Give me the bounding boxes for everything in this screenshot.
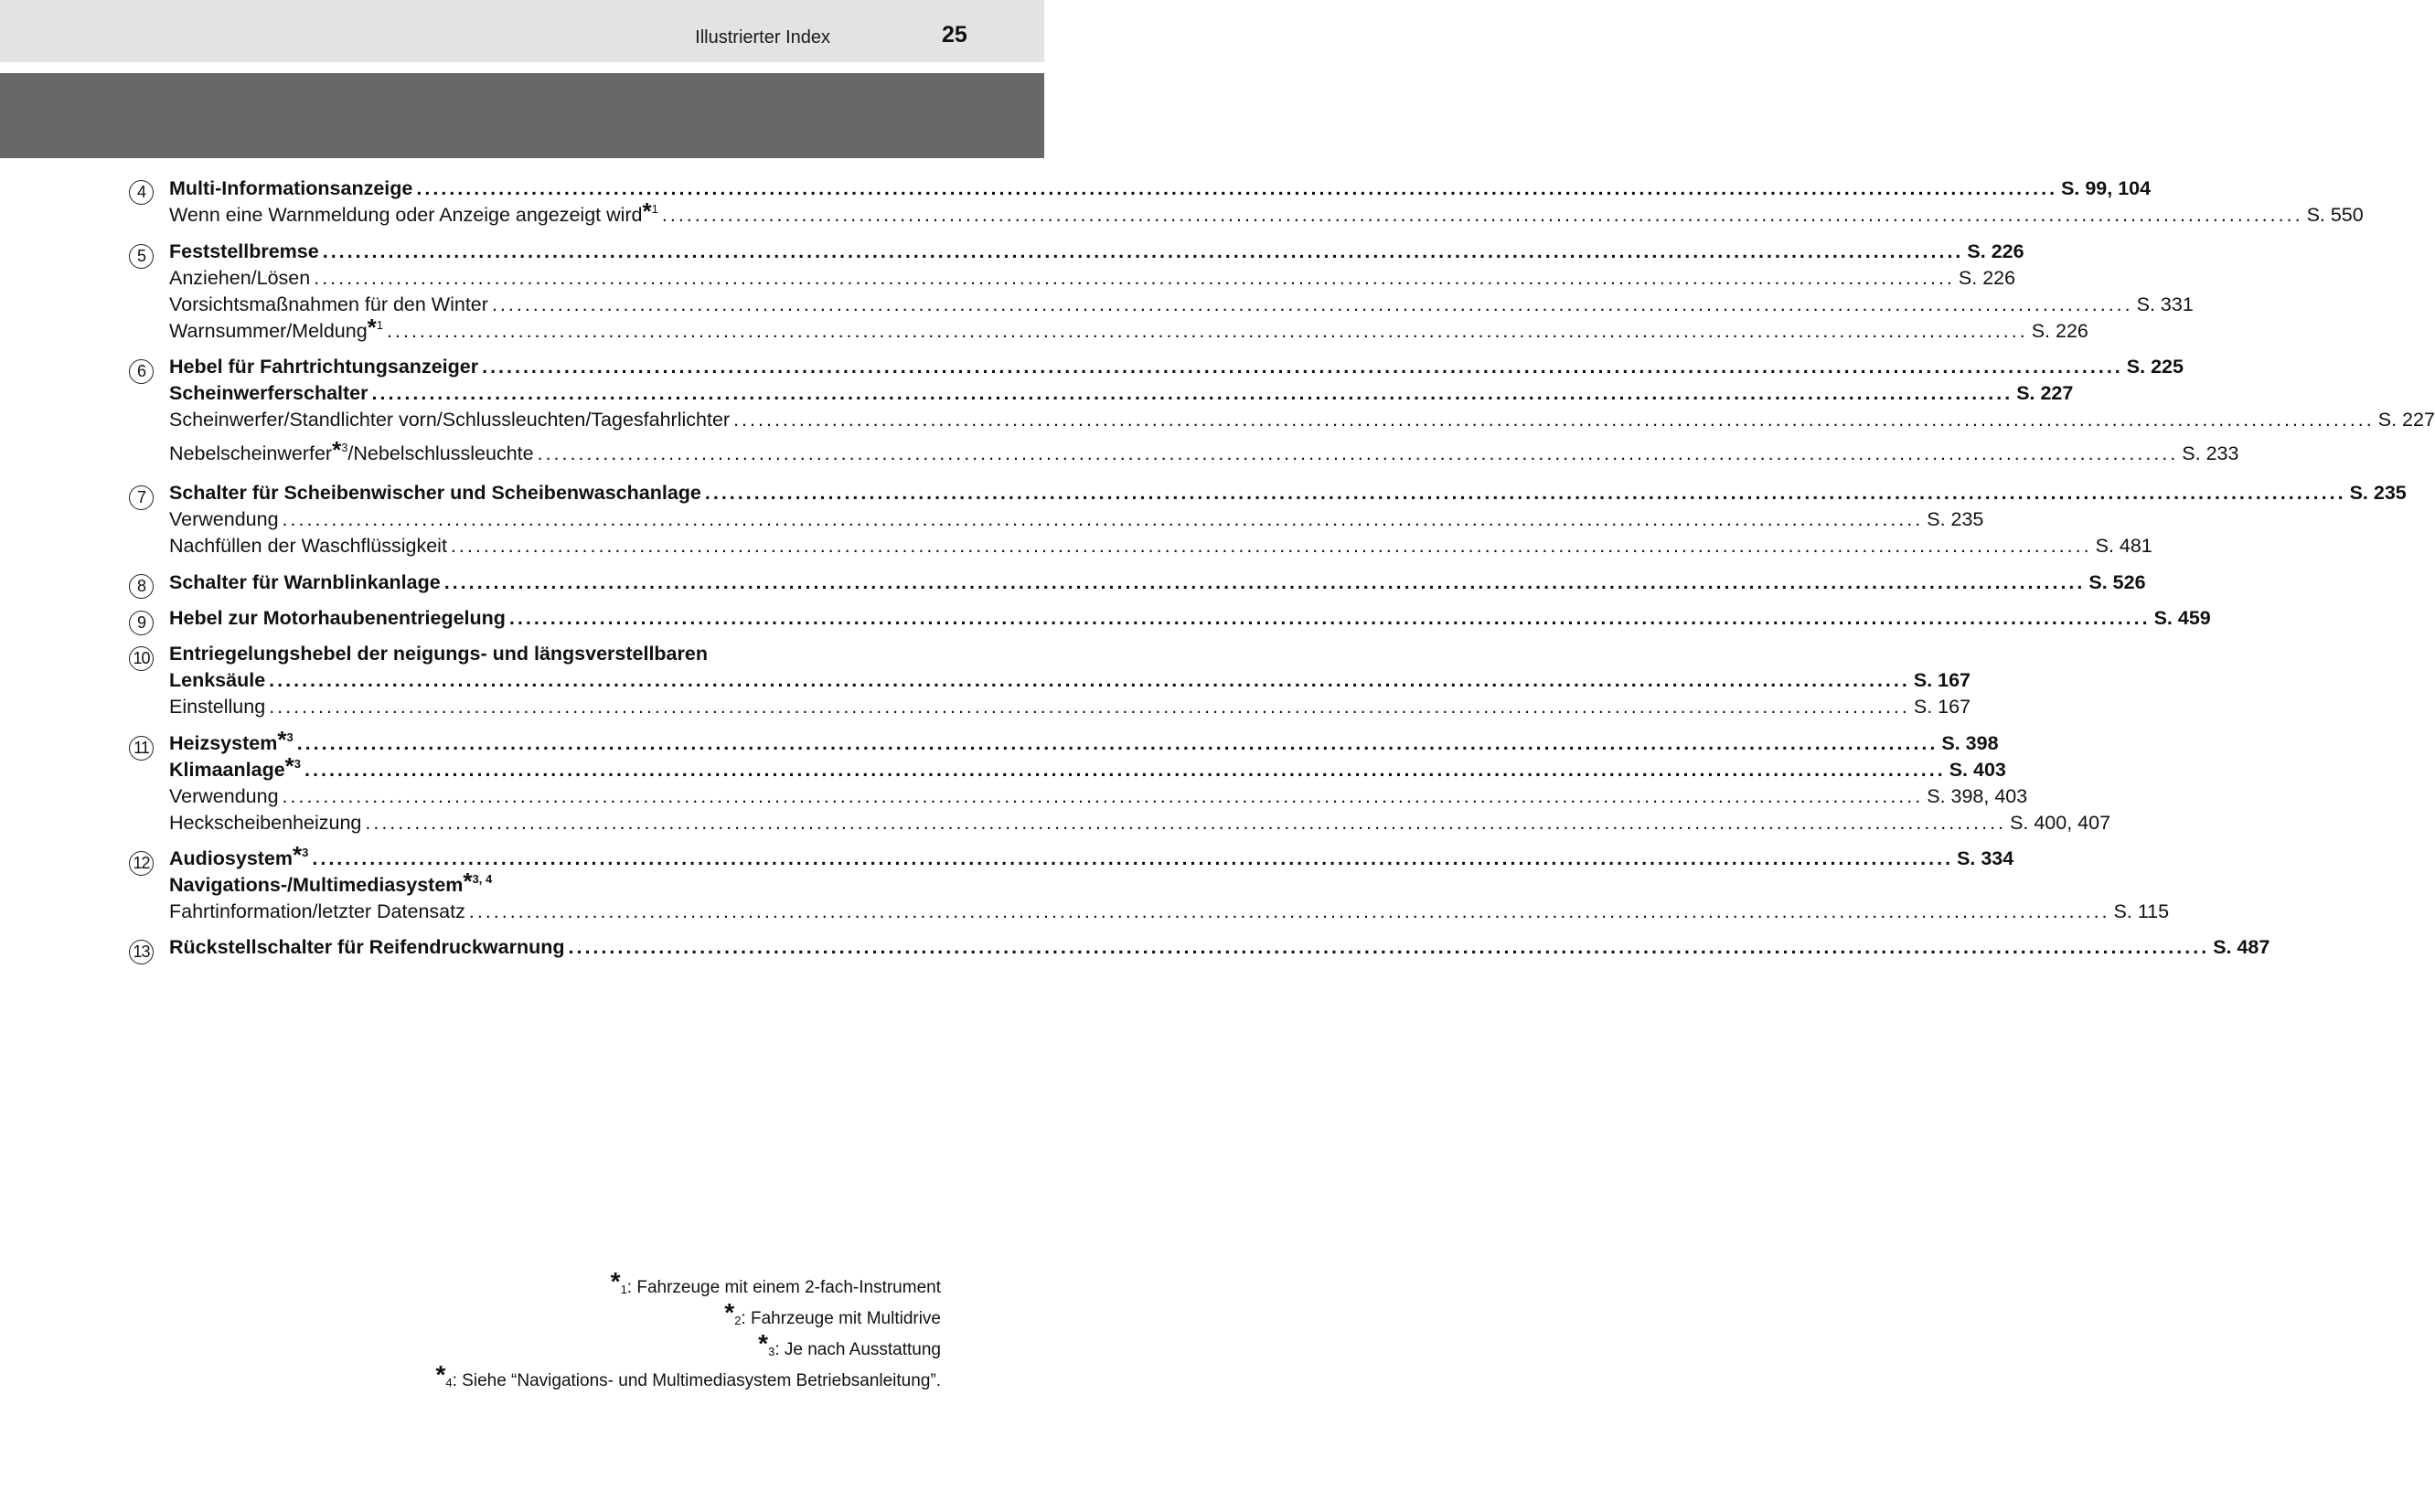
footnote-ref-number: 1 [376, 318, 384, 332]
footnote-star-mark: * [293, 841, 303, 868]
dot-leader: ........................................................................................................................................................................................................ [491, 293, 2133, 315]
page-reference[interactable]: S. 481 [2095, 535, 2152, 557]
entry-label-text: /Nebelschlussleuchte [347, 442, 534, 464]
footnote-star-mark: * [435, 1360, 446, 1389]
index-entry-heading[interactable] [169, 379, 2074, 407]
index-entry-subitem[interactable] [169, 436, 2239, 467]
footnote-star-mark: * [642, 197, 652, 225]
entry-label [169, 353, 478, 380]
entry-number-badge: 7 [129, 485, 154, 510]
index-entry-subitem[interactable] [169, 406, 2435, 433]
entry-label [169, 312, 383, 345]
entry-number-badge: 12 [129, 851, 154, 876]
footnote-line [118, 1297, 941, 1328]
page-reference[interactable]: S. 459 [2153, 607, 2211, 629]
entry-label [169, 866, 492, 899]
dot-leader: ........................................................................................................................................................................................................ [704, 482, 2346, 504]
footnotes [118, 1266, 941, 1390]
dot-leader: ........................................................................................................................................................................................................ [282, 785, 1924, 807]
entry-label-text: Nebelscheinwerfer [169, 442, 333, 464]
entry-label [169, 434, 534, 467]
page-reference[interactable]: S. 225 [2126, 356, 2184, 378]
entry-label [169, 751, 301, 783]
page-reference[interactable]: S. 334 [1957, 847, 2014, 869]
entry-label-text: Scheinwerfer/Standlichter vorn/Schlussleuchten/Tagesfahrlichter [169, 409, 731, 431]
footnote-star-mark: * [367, 314, 377, 341]
index-entry-subitem[interactable] [169, 809, 2111, 836]
footnote-star-mark: * [277, 726, 287, 753]
entry-label [169, 479, 701, 506]
entry-label-text: Anziehen/Lösen [169, 267, 311, 289]
dot-leader: ........................................................................................................................................................................................................ [661, 204, 2303, 226]
entry-number-badge: 10 [129, 646, 154, 671]
index-entry-subitem[interactable] [169, 197, 2364, 229]
dot-leader: ........................................................................................................................................................................................................ [365, 812, 2007, 834]
dot-leader: ........................................................................................................................................................................................................ [537, 442, 2179, 464]
dot-leader: ........................................................................................................................................................................................................ [416, 177, 2058, 199]
page-reference[interactable]: S. 115 [2113, 900, 2170, 922]
entry-number-badge: 11 [129, 736, 154, 761]
page-reference[interactable]: S. 550 [2306, 204, 2364, 226]
entry-label-text: Entriegelungshebel der neigungs- und längsverstellbaren [169, 643, 708, 665]
entry-label [169, 196, 658, 229]
entry-label [169, 809, 361, 836]
entry-label [169, 783, 279, 810]
index-entry-heading[interactable] [169, 666, 1971, 694]
dot-leader: ........................................................................................................................................................................................................ [269, 696, 1910, 718]
index-entry-heading[interactable] [169, 640, 897, 667]
entry-label-text: Audiosystem [169, 847, 294, 869]
page-reference[interactable]: S. 400, 407 [2010, 812, 2111, 834]
page-reference[interactable]: S. 526 [2088, 571, 2146, 593]
entry-label [169, 238, 319, 265]
footnote-ref-number: 3 [341, 441, 348, 454]
entry-number-badge: 9 [129, 611, 154, 635]
footnote-line [118, 1328, 941, 1359]
footnote-number: 2 [734, 1314, 742, 1327]
footnote-star-mark: * [610, 1267, 621, 1295]
page-reference[interactable]: S. 487 [2213, 936, 2270, 958]
footnote-star-mark: * [724, 1298, 735, 1326]
entry-label [169, 933, 565, 961]
entry-label-text: Feststellbremse [169, 240, 319, 262]
page-reference[interactable]: S. 331 [2136, 293, 2194, 315]
entry-number-badge: 8 [129, 574, 154, 599]
index-entry-heading[interactable] [169, 238, 2024, 265]
index-entry-heading[interactable] [169, 868, 897, 899]
entry-label-text: Scheinwerferschalter [169, 382, 368, 404]
entry-label [169, 406, 730, 433]
entry-label [169, 666, 265, 694]
dot-leader: ........................................................................................................................................................................................................ [733, 409, 2375, 431]
index-entry-heading[interactable] [169, 479, 2407, 506]
footnote-text: : Siehe “Navigations- und Multimediasystem Betriebsanleitung”. [452, 1371, 941, 1390]
page-reference[interactable]: S. 398 [1941, 732, 1999, 754]
footnote-star-mark: * [332, 436, 342, 463]
entry-label-text: Multi-Informationsanzeige [169, 177, 413, 199]
dot-leader: ........................................................................................................................................................................................................ [282, 508, 1924, 530]
entry-label [169, 264, 310, 292]
entry-label [169, 569, 441, 596]
dot-leader: ........................................................................................................................................................................................................ [468, 900, 2110, 922]
index-entry-subitem[interactable] [169, 314, 2088, 345]
entry-label [169, 640, 708, 667]
entry-label [169, 506, 279, 533]
page-header [0, 0, 1044, 62]
index-entry-subitem[interactable] [169, 532, 2152, 559]
page-reference[interactable]: S. 233 [2182, 442, 2239, 464]
entry-number-badge: 6 [129, 359, 154, 384]
index-entry-subitem[interactable] [169, 693, 1971, 720]
footnote-star-mark: * [284, 752, 294, 780]
entry-label-text: Schalter für Scheibenwischer und Scheibenwaschanlage [169, 482, 701, 504]
page-reference[interactable]: S. 235 [1927, 508, 1984, 530]
page-reference[interactable]: S. 167 [1913, 669, 1971, 691]
entry-label-text: Klimaanlage [169, 759, 285, 781]
page-reference[interactable]: S. 226 [1967, 240, 2024, 262]
dot-leader: ........................................................................................................................................................................................................ [568, 936, 2210, 958]
footnote-line [118, 1266, 941, 1297]
entry-number-badge: 13 [129, 940, 154, 964]
dot-leader: ........................................................................................................................................................................................................ [508, 607, 2151, 629]
footnote-star-mark: * [463, 868, 473, 895]
footnote-text: : Je nach Ausstattung [774, 1340, 941, 1359]
entry-label-text: Warnsummer/Meldung [169, 320, 368, 342]
footnote-star-mark: * [758, 1329, 769, 1358]
index-entry-heading[interactable] [169, 933, 2270, 961]
footnote-ref-number: 3 [302, 846, 309, 859]
page-reference[interactable]: S. 226 [1958, 267, 2016, 289]
footnote-ref-number: 3, 4 [472, 872, 493, 886]
entry-label-text: Wenn eine Warnmeldung oder Anzeige angezeigt wird [169, 204, 643, 226]
dot-leader: ........................................................................................................................................................................................................ [312, 847, 1954, 869]
entry-label [169, 532, 447, 559]
page-reference[interactable]: S. 226 [2031, 320, 2088, 342]
footnote-line [118, 1359, 941, 1390]
entry-label [169, 604, 506, 632]
footnote-number: 3 [768, 1345, 775, 1358]
footnote-number: 4 [445, 1376, 453, 1390]
dot-leader: ........................................................................................................................................................................................................ [296, 732, 1938, 754]
entry-label-text: Heizsystem [169, 732, 278, 754]
dot-leader: ........................................................................................................................................................................................................ [371, 382, 2013, 404]
footnote-number: 1 [620, 1283, 627, 1296]
page-reference[interactable]: S. 235 [2349, 482, 2407, 504]
index-entry-heading[interactable] [169, 353, 2184, 380]
page-reference[interactable]: S. 227 [2016, 382, 2074, 404]
entry-label [169, 898, 465, 925]
entry-label [169, 693, 265, 720]
dot-leader: ........................................................................................................................................................................................................ [443, 571, 2086, 593]
footnote-text: : Fahrzeuge mit einem 2-fach-Instrument [626, 1278, 941, 1297]
entry-label-text: Einstellung [169, 696, 266, 718]
page-reference[interactable]: S. 398, 403 [1927, 785, 2028, 807]
dot-leader: ........................................................................................................................................................................................................ [450, 535, 2092, 557]
entry-label-text: Rückstellschalter für Reifendruckwarnung [169, 936, 565, 958]
entry-number-badge: 5 [129, 244, 154, 269]
footnote-ref-number: 3 [294, 757, 302, 771]
dot-leader: ........................................................................................................................................................................................................ [322, 240, 1964, 262]
entry-label-text: Nachfüllen der Waschflüssigkeit [169, 535, 447, 557]
footnote-ref-number: 1 [651, 202, 658, 216]
index-entry-subitem[interactable] [169, 783, 2028, 810]
entry-label-text: Lenksäule [169, 669, 266, 691]
page-reference[interactable]: S. 167 [1913, 696, 1971, 718]
entry-label-text: Fahrtinformation/letzter Datensatz [169, 900, 465, 922]
header-title: Illustrierter Index [695, 27, 830, 48]
entry-label-text: Verwendung [169, 508, 279, 530]
dot-leader: ........................................................................................................................................................................................................ [304, 759, 1946, 781]
index-entry-heading[interactable] [169, 569, 2146, 596]
dot-leader: ........................................................................................................................................................................................................ [269, 669, 1910, 691]
entry-number-badge: 4 [129, 180, 154, 205]
dot-leader: ........................................................................................................................................................................................................ [387, 320, 2028, 342]
page-number: 25 [942, 22, 967, 48]
footnote-text: : Fahrzeuge mit Multidrive [741, 1309, 941, 1328]
index-entry-heading[interactable] [169, 752, 2006, 783]
page-reference[interactable]: S. 99, 104 [2061, 177, 2152, 199]
entry-label [169, 379, 368, 407]
entry-label-text: Hebel für Fahrtrichtungsanzeiger [169, 356, 479, 378]
entry-label-text: Navigations-/Multimediasystem [169, 874, 464, 896]
entry-label-text: Heckscheibenheizung [169, 812, 362, 834]
index-entry-subitem[interactable] [169, 506, 1984, 533]
dot-leader: ........................................................................................................................................................................................................ [314, 267, 1955, 289]
footnote-ref-number: 3 [286, 730, 294, 744]
page-reference[interactable]: S. 403 [1949, 759, 2006, 781]
entry-label-text: Schalter für Warnblinkanlage [169, 571, 441, 593]
index-entry-subitem[interactable] [169, 264, 2016, 292]
entry-label-text: Hebel zur Motorhaubenentriegelung [169, 607, 506, 629]
section-banner [0, 73, 1044, 158]
dot-leader: ........................................................................................................................................................................................................ [482, 356, 2123, 378]
entry-label-text: Vorsichtsmaßnahmen für den Winter [169, 293, 488, 315]
index-entry-subitem[interactable] [169, 898, 2170, 925]
page-reference[interactable]: S. 227 [2377, 409, 2435, 431]
entry-label-text: Verwendung [169, 785, 279, 807]
index-entry-heading[interactable] [169, 604, 2211, 632]
